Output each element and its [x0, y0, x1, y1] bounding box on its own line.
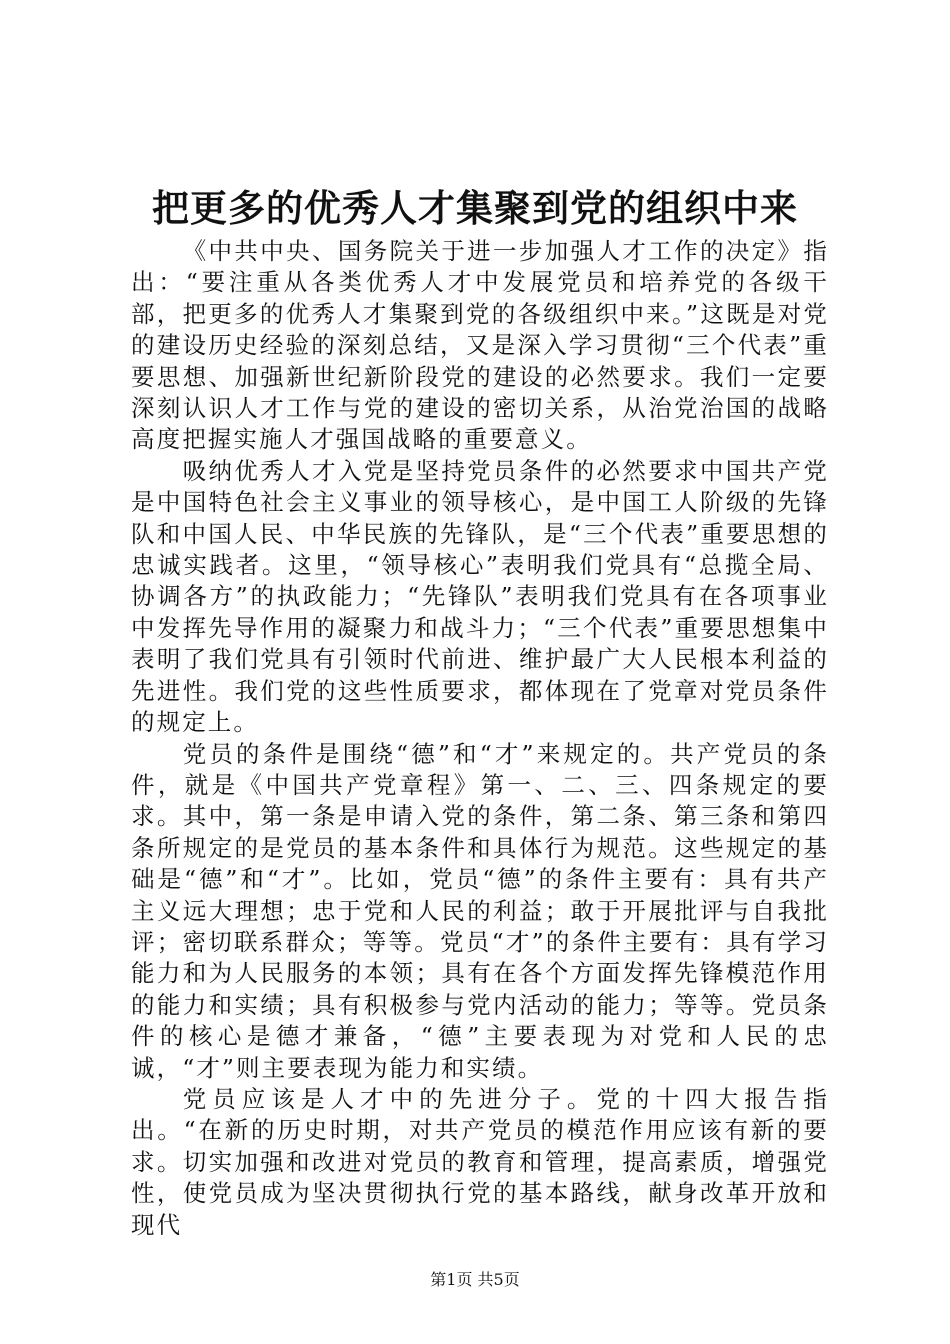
page-footer	[0, 1270, 950, 1290]
paragraph: 党员的条件是围绕“德”和“才”来规定的。共产党员的条件，就是《中国共产党章程》第一、二、三、四条规定的要求。其中，第一条是申请入党的条件，第二条、第三条和第四条所规定的是党员的基本条件和具体行为规范。这些规定的基础是“德”和“才”。比如，党员“德”的条件主要有：具有共产主义远大理想；忠于党和人民的利益；敢于开展批评与自我批评；密切联系群众；等等。党员“才”的条件主要有：具有学习能力和为人民服务的本领；具有在各个方面发挥先锋模范作用的能力和实绩；具有积极参与党内活动的能力；等等。党员条件的核心是德才兼备，“德”主要表现为对党和人民的忠诚，“才”则主要表现为能力和实绩。	[131, 739, 829, 1082]
page-indicator: 第1页 共5页	[430, 1270, 520, 1289]
page-title: 把更多的优秀人才集聚到党的组织中来	[152, 187, 798, 230]
paragraph: 《中共中央、国务院关于进一步加强人才工作的决定》指出：“要注重从各类优秀人才中发展党员和培养党的各级干部，把更多的优秀人才集聚到党的各级组织中来。”这既是对党的建设历史经验的深刻总结，又是深入学习贯彻“三个代表”重要思想、加强新世纪新阶段党的建设的必然要求。我们一定要深刻认识人才工作与党的建设的密切关系，从治党治国的战略高度把握实施人才强国战略的重要意义。	[131, 237, 829, 454]
document-body	[131, 236, 829, 1241]
paragraph: 党员应该是人才中的先进分子。党的十四大报告指出。“在新的历史时期，对共产党员的模范作用应该有新的要求。切实加强和改进对党员的教育和管理，提高素质，增强党性，使党员成为坚决贯彻执行党的基本路线，献身改革开放和现代	[131, 1084, 829, 1239]
paragraph: 吸纳优秀人才入党是坚持党员条件的必然要求中国共产党是中国特色社会主义事业的领导核心，是中国工人阶级的先锋队和中国人民、中华民族的先锋队，是“三个代表”重要思想的忠诚实践者。这里，“领导核心”表明我们党具有“总揽全局、协调各方”的执政能力；“先锋队”表明我们党具有在各项事业中发挥先导作用的凝聚力和战斗力；“三个代表”重要思想集中表明了我们党具有引领时代前进、维护最广大人民根本利益的先进性。我们党的这些性质要求，都体现在了党章对党员条件的规定上。	[131, 456, 829, 737]
